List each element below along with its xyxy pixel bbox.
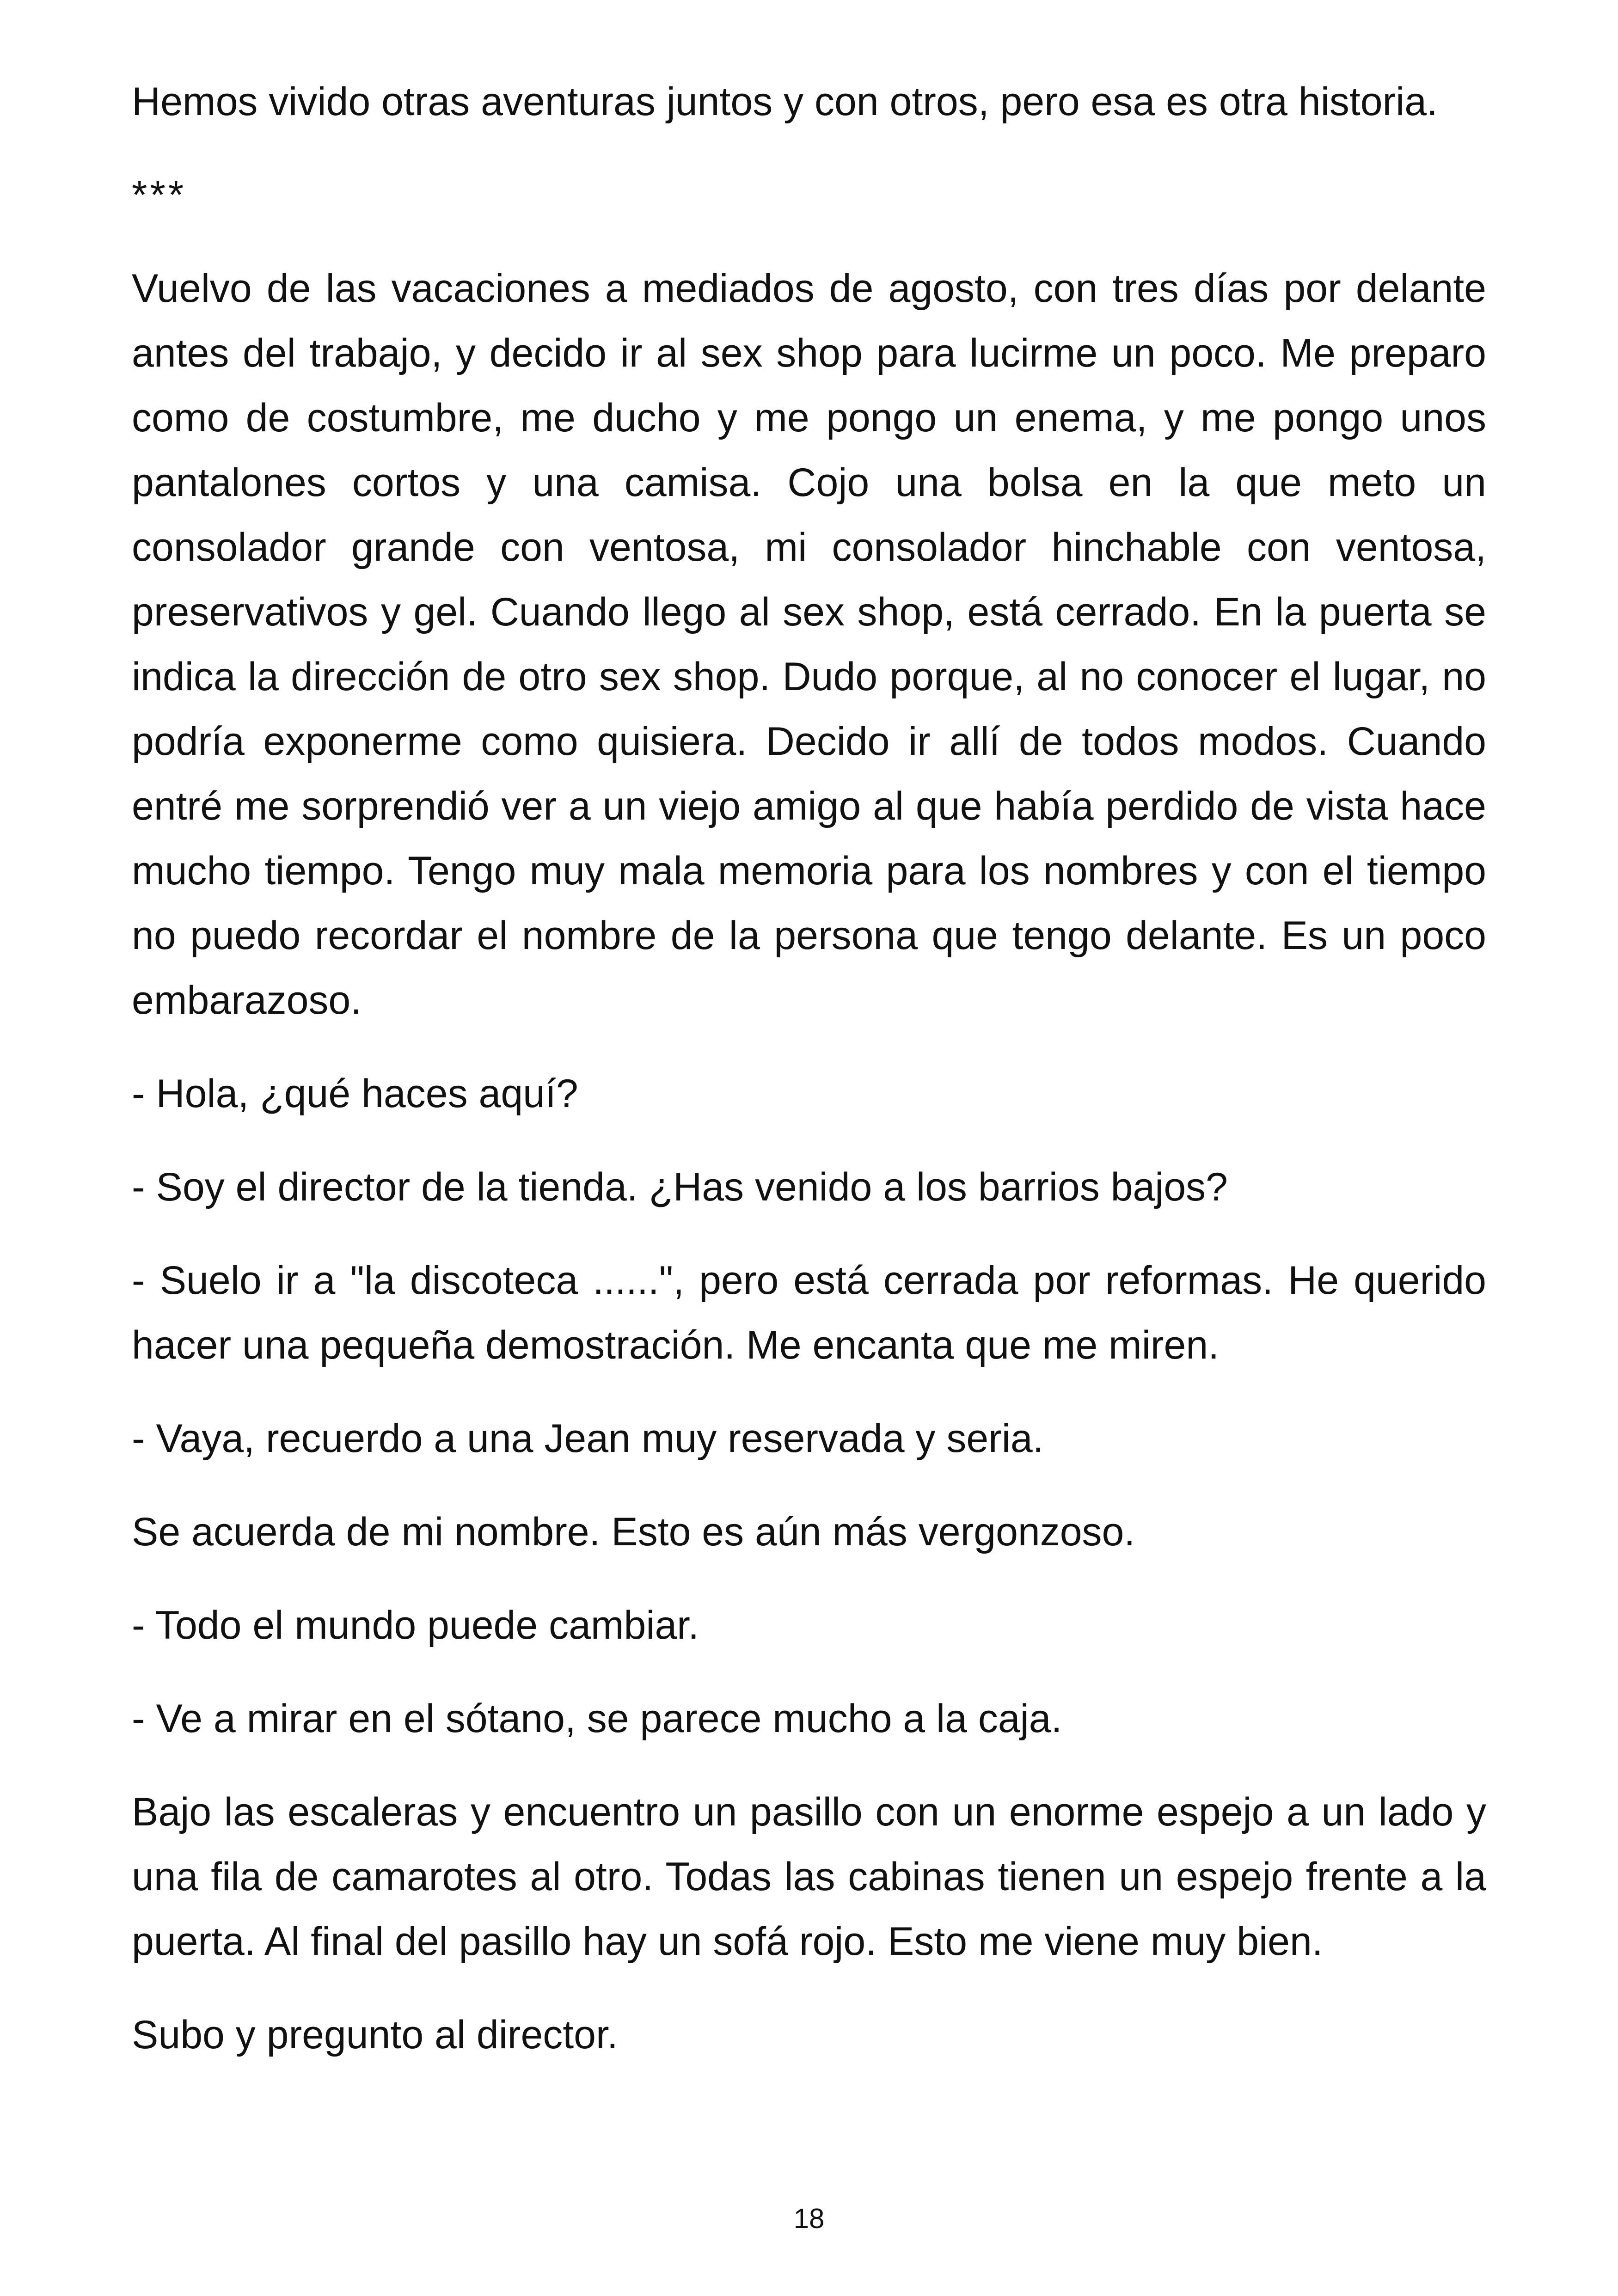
- paragraph-ask-director: Subo y pregunto al director.: [132, 2013, 618, 2057]
- dialogue-line-director: - Soy el director de la tienda. ¿Has venido a los barrios bajos?: [132, 1165, 1228, 1209]
- page-number: 18: [793, 2203, 825, 2234]
- paragraph-basement: Bajo las escaleras y encuentro un pasillo con un enorme espejo a un lado y una fila de camarotes al otro. Todas las cabinas tienen un espejo frente a la puerta. Al final del pasillo hay un sofá rojo. Esto me viene muy bien.: [132, 1790, 1486, 1964]
- dialogue-line-discoteca: - Suelo ir a "la discoteca ......", pero está cerrada por reformas. He querido hacer una pequeña demostración. Me encanta que me miren.: [132, 1258, 1486, 1367]
- dialogue-line-vaya: - Vaya, recuerdo a una Jean muy reservada y seria.: [132, 1416, 1044, 1461]
- dialogue-line-hola: - Hola, ¿qué haces aquí?: [132, 1071, 578, 1116]
- section-separator: ***: [132, 173, 187, 217]
- dialogue-line-cambiar: - Todo el mundo puede cambiar.: [132, 1603, 699, 1647]
- paragraph-return-from-vacation: Vuelvo de las vacaciones a mediados de agosto, con tres días por delante antes del trabajo, y decido ir al sex shop para lucirme un poco. Me preparo como de costumbre, me ducho y me pongo un enema, y me pongo unos pantalones cortos y una camisa. Cojo una bolsa en la que meto un consolador grande con ventosa, mi consolador hinchable con ventosa, preservativos y gel. Cuando llego al sex shop, está cerrado. En la puerta se indica la dirección de otro sex shop. Dudo porque, al no conocer el lugar, no podría exponerme como quisiera. Decido ir allí de todos modos. Cuando entré me sorprendió ver a un viejo amigo al que había perdido de vista hace mucho tiempo. Tengo muy mala memoria para los nombres y con el tiempo no puedo recordar el nombre de la persona que tengo delante. Es un poco embarazoso.: [132, 266, 1486, 1022]
- dialogue-line-sotano: - Ve a mirar en el sótano, se parece mucho a la caja.: [132, 1696, 1062, 1741]
- page-body: [132, 69, 1486, 2096]
- paragraph-intro: Hemos vivido otras aventuras juntos y con otros, pero esa es otra historia.: [132, 80, 1438, 124]
- paragraph-remembers-name: Se acuerda de mi nombre. Esto es aún más vergonzoso.: [132, 1510, 1135, 1554]
